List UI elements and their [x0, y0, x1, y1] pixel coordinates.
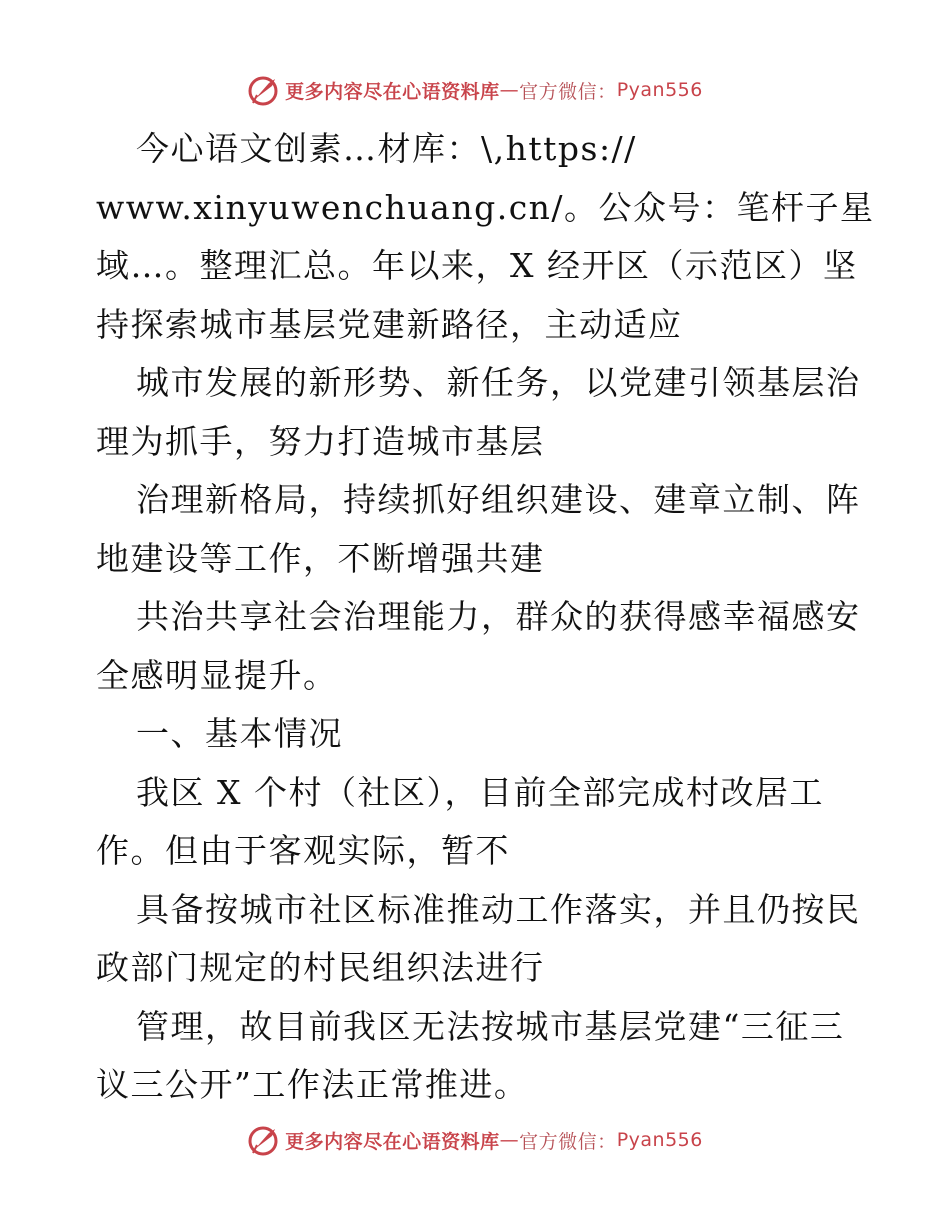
body-line: 具备按城市社区标准推动工作落实，并且仍按民	[136, 889, 861, 929]
body-line: 地建设等工作，不断增强共建	[96, 538, 545, 578]
watermark-label: 官方微信：	[519, 1130, 617, 1153]
body-line: 作。但由于客观实际，暂不	[96, 831, 510, 870]
body-line: 共治共享社会治理能力，群众的获得感幸福感安	[136, 597, 861, 636]
body-line: www.xinyuwenchuang.cn/。公众号：笔杆子星	[96, 187, 875, 227]
body-line: 治理新格局，持续抓好组织建设、建章立制、阵	[136, 480, 861, 519]
document-body	[96, 120, 875, 1115]
quill-pen-logo-icon	[247, 1123, 281, 1157]
body-line: 城市发展的新形势、新任务，以党建引领基层治	[136, 363, 861, 402]
body-line: 理为抓手，努力打造城市基层	[96, 421, 545, 461]
header-watermark	[0, 70, 950, 110]
body-line: 议三公开”工作法正常推进。	[96, 1065, 529, 1104]
body-line: 今心语文创素…材库：\,https://	[136, 129, 637, 168]
quill-pen-logo-icon	[247, 73, 281, 107]
body-line: 我区 X 个村（社区），目前全部完成村改居工	[136, 772, 824, 812]
body-line: 持探索城市基层党建新路径，主动适应	[96, 304, 683, 344]
section-heading: 一、基本情况	[136, 714, 343, 753]
body-line: 政部门规定的村民组织法进行	[96, 948, 545, 987]
footer-watermark	[0, 1120, 950, 1160]
watermark-label: 官方微信：	[519, 80, 617, 103]
body-line: 全感明显提升。	[96, 655, 338, 695]
watermark-main-text: 更多内容尽在心语资料库	[285, 1130, 500, 1153]
watermark-separator: —	[499, 79, 520, 101]
watermark-main-text: 更多内容尽在心语资料库	[285, 80, 500, 103]
body-line: 域…。整理汇总。年以来，X 经开区（示范区）坚	[96, 246, 858, 285]
watermark-wechat-id: Pyan556	[616, 79, 703, 101]
body-line: 管理，故目前我区无法按城市基层党建“三征三	[136, 1006, 845, 1046]
watermark-separator: —	[499, 1129, 520, 1151]
watermark-wechat-id: Pyan556	[616, 1129, 703, 1151]
